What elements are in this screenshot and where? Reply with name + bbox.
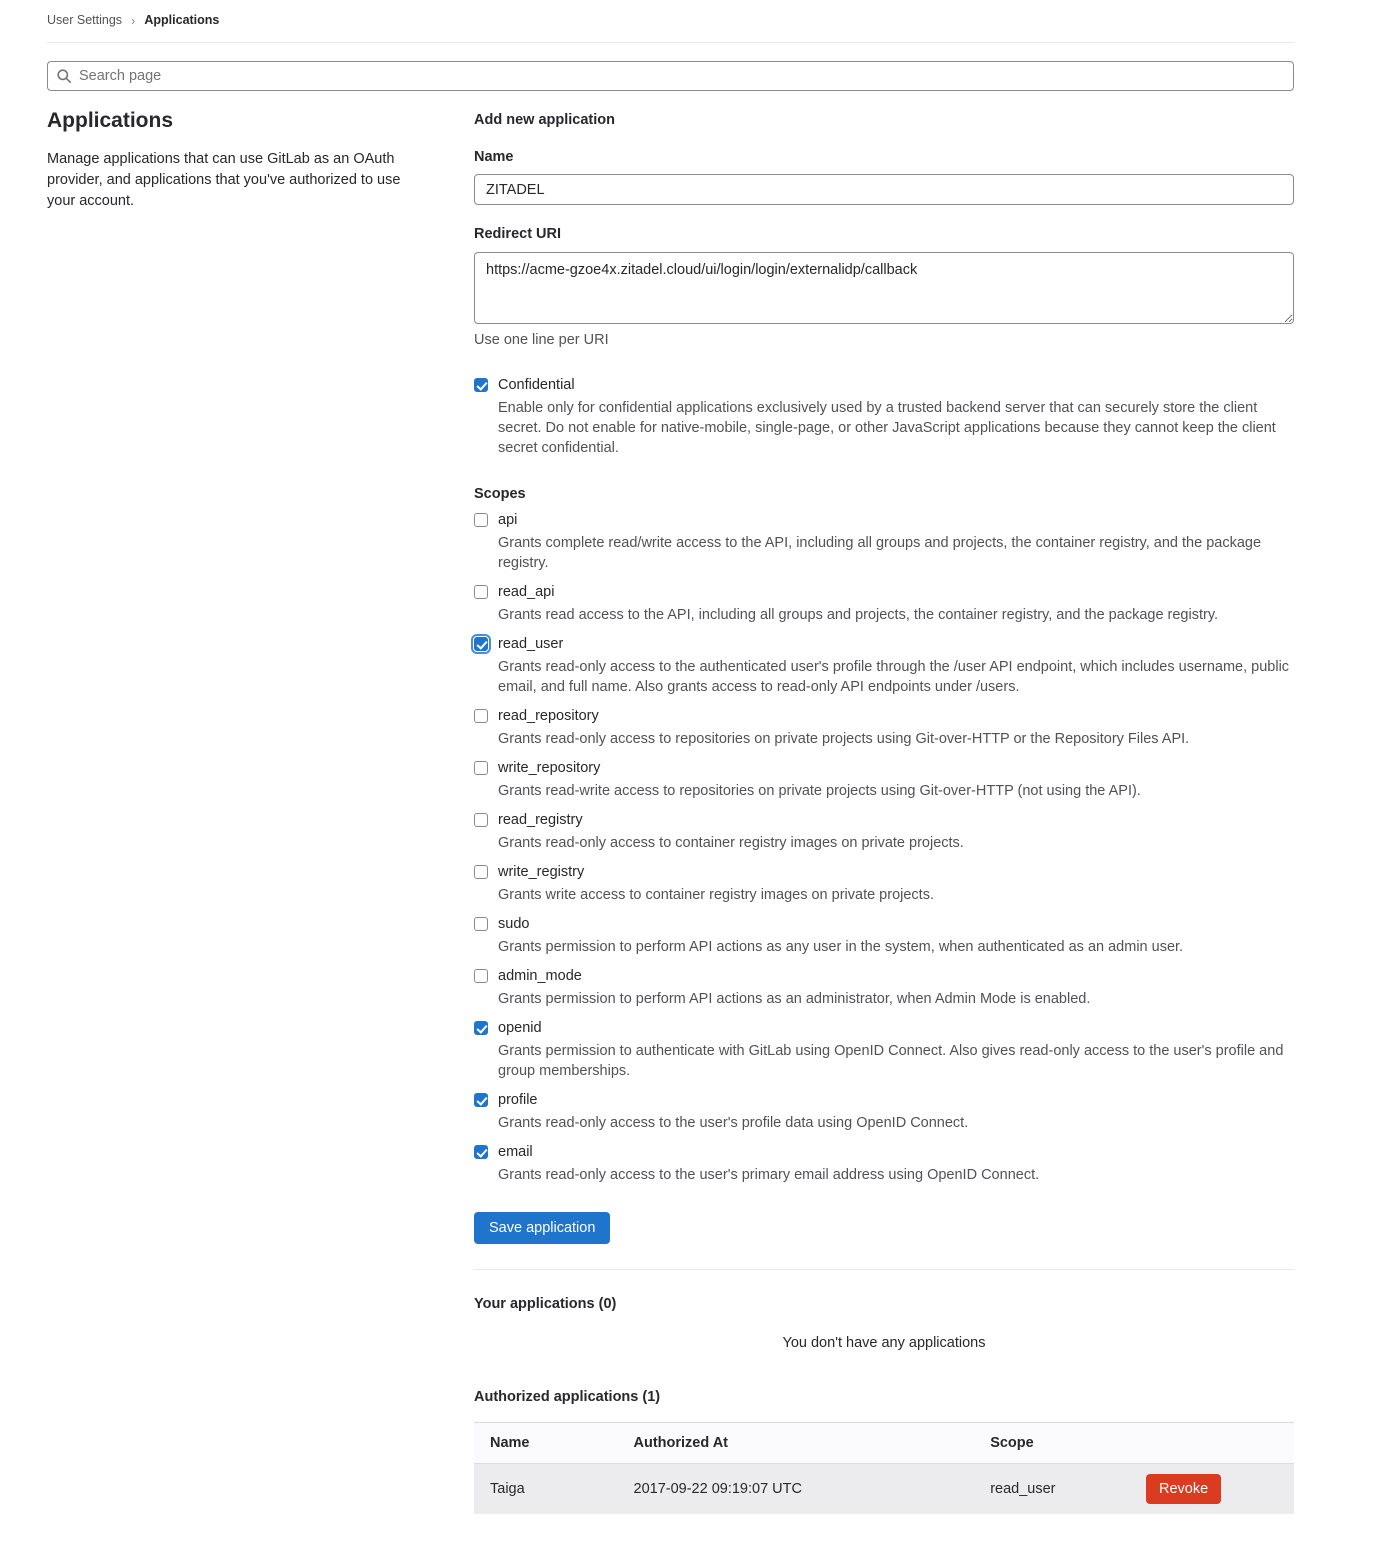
scope-item [474,634,1294,697]
scope-description: Grants read access to the API, including all groups and projects, the container registry, and the package registry. [498,607,1219,623]
search-icon [56,68,72,84]
scope-checkbox-read_user[interactable] [474,637,488,651]
page-title: Applications [47,109,174,132]
breadcrumb-user-settings[interactable]: User Settings [47,13,123,27]
scope-description: Grants write access to container registry images on private projects. [498,887,934,903]
redirect-uri-textarea[interactable] [474,252,1294,324]
breadcrumb-applications: Applications [144,13,220,27]
scope-item [474,510,1294,573]
scope-description: Grants read-only access to the user's primary email address using OpenID Connect. [498,1167,1040,1183]
scope-item [474,582,1294,625]
no-applications-message: You don't have any applications [782,1335,986,1351]
scope-name-label[interactable]: sudo [498,916,530,932]
scope-name-label[interactable]: profile [498,1092,538,1108]
search-row [47,61,1294,91]
scope-item [474,862,1294,905]
scope-description: Grants read-only access to repositories on private projects using Git-over-HTTP or the Repository Files API. [498,731,1190,747]
scope-name-label[interactable]: openid [498,1020,542,1036]
scope-item [474,810,1294,853]
scope-item [474,1018,1294,1081]
page-description: Manage applications that can use GitLab as an OAuth provider, and applications that you've authorized to use your account. [47,151,401,210]
authorized-application-row [474,1464,1294,1515]
settings-section-intro [47,106,474,1514]
breadcrumb [47,13,1294,43]
scope-checkbox-sudo[interactable] [474,917,488,931]
scope-name-label[interactable]: read_api [498,584,555,600]
section-divider [474,1269,1294,1270]
app-name: Taiga [490,1481,525,1497]
scope-item [474,966,1294,1009]
scope-checkbox-read_repository[interactable] [474,709,488,723]
your-applications-title: Your applications (0) [474,1296,617,1312]
scope-checkbox-read_api[interactable] [474,585,488,599]
column-header-actions [1130,1423,1294,1464]
scope-description: Grants read-only access to the authenticated user's profile through the /user API endpoint, which includes username, public email, and full name. Also grants access to read-only API endpoints under /users. [498,659,1290,695]
table-header-row [474,1423,1294,1464]
scopes-label: Scopes [474,486,526,502]
scope-checkbox-write_registry[interactable] [474,865,488,879]
scope-item [474,1090,1294,1133]
redirect-uri-label: Redirect URI [474,226,562,242]
scope-description: Grants permission to perform API actions as an administrator, when Admin Mode is enabled. [498,991,1091,1007]
confidential-block [474,375,1294,458]
scope-checkbox-profile[interactable] [474,1093,488,1107]
scope-name-label[interactable]: email [498,1144,533,1160]
scope-item [474,706,1294,749]
scope-description: Grants read-only access to container registry images on private projects. [498,835,964,851]
scope-description: Grants read-only access to the user's profile data using OpenID Connect. [498,1115,969,1131]
redirect-uri-help: Use one line per URI [474,332,609,348]
scope-checkbox-read_registry[interactable] [474,813,488,827]
save-application-button[interactable]: Save application [474,1212,610,1244]
scopes-list [474,510,1294,1185]
scope-name-label[interactable]: write_registry [498,864,585,880]
scope-name-label[interactable]: admin_mode [498,968,582,984]
scope-item [474,914,1294,957]
name-label: Name [474,149,514,165]
authorized-applications-title: Authorized applications (1) [474,1389,661,1405]
scope-description: Grants permission to authenticate with GitLab using OpenID Connect. Also gives read-only access to the user's profile and group memberships. [498,1043,1284,1079]
scope-name-label[interactable]: read_registry [498,812,583,828]
application-name-input[interactable] [474,174,1294,205]
scope-item [474,1142,1294,1185]
confidential-description: Enable only for confidential applications exclusively used by a trusted backend server that can securely store the client secret. Do not enable for native-mobile, single-page, or other JavaScript applications because they cannot keep the client secret confidential. [498,400,1276,456]
column-header-scope: Scope [990,1435,1034,1451]
authorized-applications-table [474,1422,1294,1514]
column-header-name: Name [490,1435,530,1451]
scope-name-label[interactable]: api [498,512,518,528]
scope-checkbox-openid[interactable] [474,1021,488,1035]
confidential-label[interactable]: Confidential [498,377,575,393]
scope-checkbox-admin_mode[interactable] [474,969,488,983]
scope-name-label[interactable]: read_user [498,636,564,652]
scope: read_user [990,1481,1056,1497]
scope-item [474,758,1294,801]
confidential-checkbox[interactable] [474,378,488,392]
chevron-right-icon: › [131,12,136,28]
scope-checkbox-api[interactable] [474,513,488,527]
search-input[interactable] [47,61,1294,91]
scope-name-label[interactable]: write_repository [498,760,601,776]
scope-checkbox-email[interactable] [474,1145,488,1159]
actions-cell [1130,1464,1294,1515]
revoke-button[interactable]: Revoke [1146,1474,1221,1504]
scope-checkbox-write_repository[interactable] [474,761,488,775]
scope-description: Grants permission to perform API actions as any user in the system, when authenticated as an admin user. [498,939,1184,955]
scope-description: Grants complete read/write access to the API, including all groups and projects, the container registry, and the package registry. [498,535,1262,571]
scope-name-label[interactable]: read_repository [498,708,599,724]
scope-description: Grants read-write access to repositories on private projects using Git-over-HTTP (not using the API). [498,783,1141,799]
column-header-authorized-at: Authorized At [633,1435,729,1451]
authorized-at: 2017-09-22 09:19:07 UTC [633,1481,802,1497]
add-application-title: Add new application [474,112,615,128]
